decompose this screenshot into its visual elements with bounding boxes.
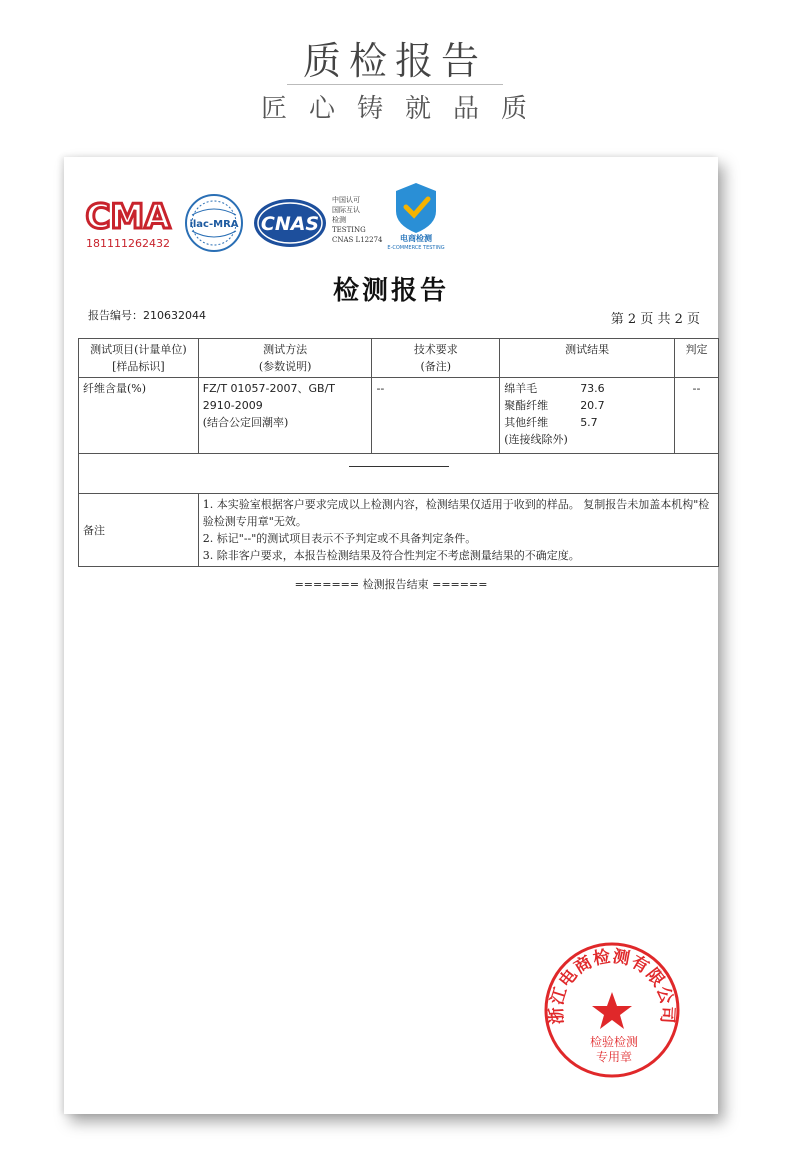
report-number-value: 210632044	[143, 309, 206, 322]
report-title: 检测报告	[332, 276, 449, 306]
seal-star-icon	[592, 992, 632, 1029]
cnas-line: 中国认可	[332, 196, 360, 204]
notes-label: 备注	[79, 494, 199, 567]
page-subheading: 匠心铸就品质	[260, 94, 549, 124]
header-item	[79, 339, 199, 378]
report-table	[78, 338, 719, 567]
report-end-marker: ======= 检测报告结束 ======	[294, 578, 488, 591]
note-item: 2. 标记"--"的测试项目表示不予判定或不具备判定条件。	[202, 532, 477, 545]
notes-row	[79, 494, 719, 567]
ecom-sub: E-COMMERCE TESTING	[387, 245, 445, 251]
result-value: 5.7	[580, 416, 598, 429]
ecommerce-testing-logo	[378, 181, 454, 251]
report-paper	[64, 157, 718, 1114]
header-requirement	[372, 339, 500, 378]
ecom-text: 电商检测	[400, 234, 432, 243]
result-line	[504, 397, 670, 414]
table-row	[79, 378, 719, 454]
heading-divider	[287, 84, 503, 85]
method-line: FZ/T 01057-2007、GB/T	[202, 382, 336, 395]
cell-method	[198, 378, 372, 454]
result-value: 20.7	[580, 399, 605, 412]
header-method	[198, 339, 372, 378]
cell-requirement: --	[372, 378, 500, 454]
seal-purpose-2: 专用章	[595, 1050, 633, 1064]
seal-purpose-1: 检验检测	[589, 1035, 639, 1049]
cma-logo	[82, 195, 174, 251]
notes-cell	[198, 494, 718, 567]
ilac-mra-logo	[184, 193, 244, 253]
header-method-sub: (参数说明)	[258, 360, 312, 373]
cnas-line: 国际互认	[332, 206, 360, 214]
cma-number: 181111262432	[86, 237, 170, 250]
note-item: 1. 本实验室根据客户要求完成以上检测内容，检测结果仅适用于收到的样品。 复制报告未加盖本机构"检验检测专用章"无效。	[202, 498, 710, 528]
result-note: (连接线除外)	[504, 433, 568, 446]
header-item-sub: [样品标识]	[112, 360, 165, 373]
header-method-label: 测试方法	[263, 343, 308, 356]
page-info: 第 2 页 共 2 页	[610, 312, 700, 327]
cnas-line: CNAS L12274	[332, 236, 383, 244]
header-result: 测试结果	[500, 339, 675, 378]
header-judgement: 判定	[675, 339, 719, 378]
page-heading: 质检报告	[302, 39, 487, 83]
cnas-logo	[252, 197, 328, 249]
result-name: 绵羊毛	[504, 382, 538, 395]
header-requirement-label: 技术要求	[413, 343, 458, 356]
result-name: 聚酯纤维	[504, 399, 549, 412]
result-line	[504, 414, 670, 431]
cell-item: 纤维含量(%)	[79, 378, 199, 454]
cnas-text: CNAS	[260, 213, 320, 235]
ilac-text: ilac-MRA	[189, 219, 239, 230]
official-seal	[542, 940, 682, 1080]
cell-result	[500, 378, 675, 454]
result-line	[504, 380, 670, 397]
result-name: 其他纤维	[504, 416, 549, 429]
note-item: 3. 除非客户要求，本报告检测结果及符合性判定不考虑测量结果的不确定度。	[202, 549, 580, 562]
blank-cell	[79, 454, 719, 494]
report-number	[88, 307, 206, 323]
table-blank-row	[79, 454, 719, 494]
method-line: 2910-2009	[202, 399, 263, 412]
separator-line	[349, 466, 449, 467]
table-header-row	[79, 339, 719, 378]
cma-logo-text: CMA	[85, 197, 171, 237]
cell-judgement: --	[675, 378, 719, 454]
report-number-label: 报告编号：	[88, 309, 143, 322]
header-requirement-sub: (备注)	[420, 360, 452, 373]
header-item-label: 测试项目(计量单位)	[90, 343, 187, 356]
cnas-line: 检测	[332, 216, 346, 224]
cnas-line: TESTING	[332, 226, 366, 234]
cnas-caption	[332, 195, 382, 245]
method-note: (结合公定回潮率)	[202, 416, 289, 429]
result-value: 73.6	[580, 382, 605, 395]
seal-company: 浙江电商检测有限公司	[546, 946, 678, 1025]
